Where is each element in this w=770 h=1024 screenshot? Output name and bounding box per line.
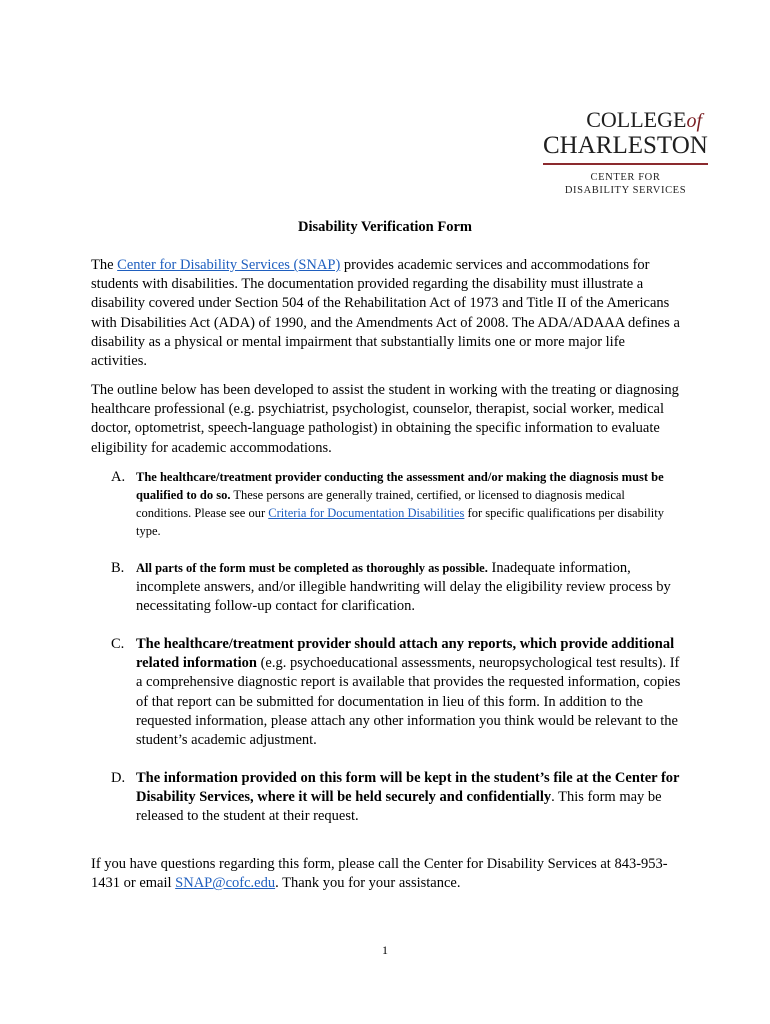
logo-sub-line-1: CENTER FOR xyxy=(590,172,661,183)
logo-college-text: COLLEGE xyxy=(586,107,687,132)
list-item-a-bold: The healthcare/treatment provider conducting the assessment and/or making the diagnosis must be qualified to do so. xyxy=(136,470,664,502)
list-marker-b: B. xyxy=(111,560,125,576)
closing-text-end: . Thank you for your assistance. xyxy=(275,875,461,892)
list-marker-c: C. xyxy=(111,636,125,652)
list-marker-d: D. xyxy=(111,770,126,786)
logo-sub-line-2: DISABILITY SERVICES xyxy=(564,185,687,196)
snap-email-link[interactable]: SNAP@cofc.edu xyxy=(175,875,276,892)
college-of-charleston-logo xyxy=(543,108,708,197)
center-disability-services-link[interactable]: Center for Disability Services (SNAP) xyxy=(117,257,341,273)
list-marker-a: A. xyxy=(111,469,126,485)
logo-divider xyxy=(543,163,708,165)
list-item-b-bold: All parts of the form must be completed as thoroughly as possible. xyxy=(136,561,488,575)
list-item-a-text: These persons are generally trained, certified, or licensed to diagnosis medical conditions. Please see our xyxy=(136,488,625,520)
logo-line-college xyxy=(543,108,708,133)
list-item-c-text: (e.g. psychoeducational assessments, neuropsychological test results). If a comprehensive diagnostic report is available that provides the requested information, copies of that report can be submitted for documentation in lieu of this form. In addition to the requested information, please attach any other information you think would be relevant to the student’s academic adjustment. xyxy=(136,655,681,749)
list-item-d xyxy=(111,769,681,827)
page-number: 1 xyxy=(382,943,388,957)
outline-paragraph: The outline below has been developed to assist the student in working with the treating or diagnosing healthcare professional (e.g. psychiatrist, psychologist, counselor, therapist, social worker, medical doctor, optometrist, speech-language pathologist) in obtaining the specific information to evaluate eligibility for academic accommodations. xyxy=(91,382,679,456)
list-item-d-body xyxy=(136,769,681,827)
list-item-b xyxy=(111,559,681,617)
list-item-c xyxy=(111,635,681,750)
logo-line-charleston: CHARLESTON xyxy=(543,132,708,159)
closing-paragraph xyxy=(91,855,681,893)
list-item-b-text: Inadequate information, incomplete answers, and/or illegible handwriting will delay the eligibility review process by necessitating follow-up contact for clarification. xyxy=(136,560,671,615)
list-item-c-body xyxy=(136,635,681,750)
list-item-a-after: for specific qualifications per disability type. xyxy=(136,506,664,538)
list-item-b-body xyxy=(136,559,681,617)
intro-text-start: The xyxy=(91,257,118,273)
intro-text-rest: provides academic services and accommodations for students with disabilities. The documentation provided regarding the disability must illustrate a disability covered under Section 504 of the Rehabilitation Act of 1973 and Title II of the Americans with Disabilities Act (ADA) of 1990, and the Amendments Act of 2008. The ADA/ADAAA defines a disability as a physical or mental impairment that substantially limits one or more major life activities. xyxy=(91,257,680,370)
list-item-d-bold: The information provided on this form will be kept in the student’s file at the Center for Disability Services, where it will be held securely and confidentially xyxy=(136,770,680,806)
logo-of-text: of xyxy=(686,110,702,132)
criteria-documentation-link[interactable]: Criteria for Documentation Disabilities xyxy=(268,506,465,520)
list-item-c-bold: The healthcare/treatment provider should attach any reports, which provide additional related information xyxy=(136,636,675,672)
list-item-d-text: . This form may be released to the student at their request. xyxy=(136,789,662,825)
list-item-a xyxy=(111,468,681,540)
form-title: Disability Verification Form xyxy=(298,219,472,235)
intro-paragraph xyxy=(91,256,681,371)
list-item-a-body xyxy=(136,468,681,540)
closing-text-start: If you have questions regarding this form, please call the Center for Disability Services at 843-953-1431 or email xyxy=(91,856,668,892)
